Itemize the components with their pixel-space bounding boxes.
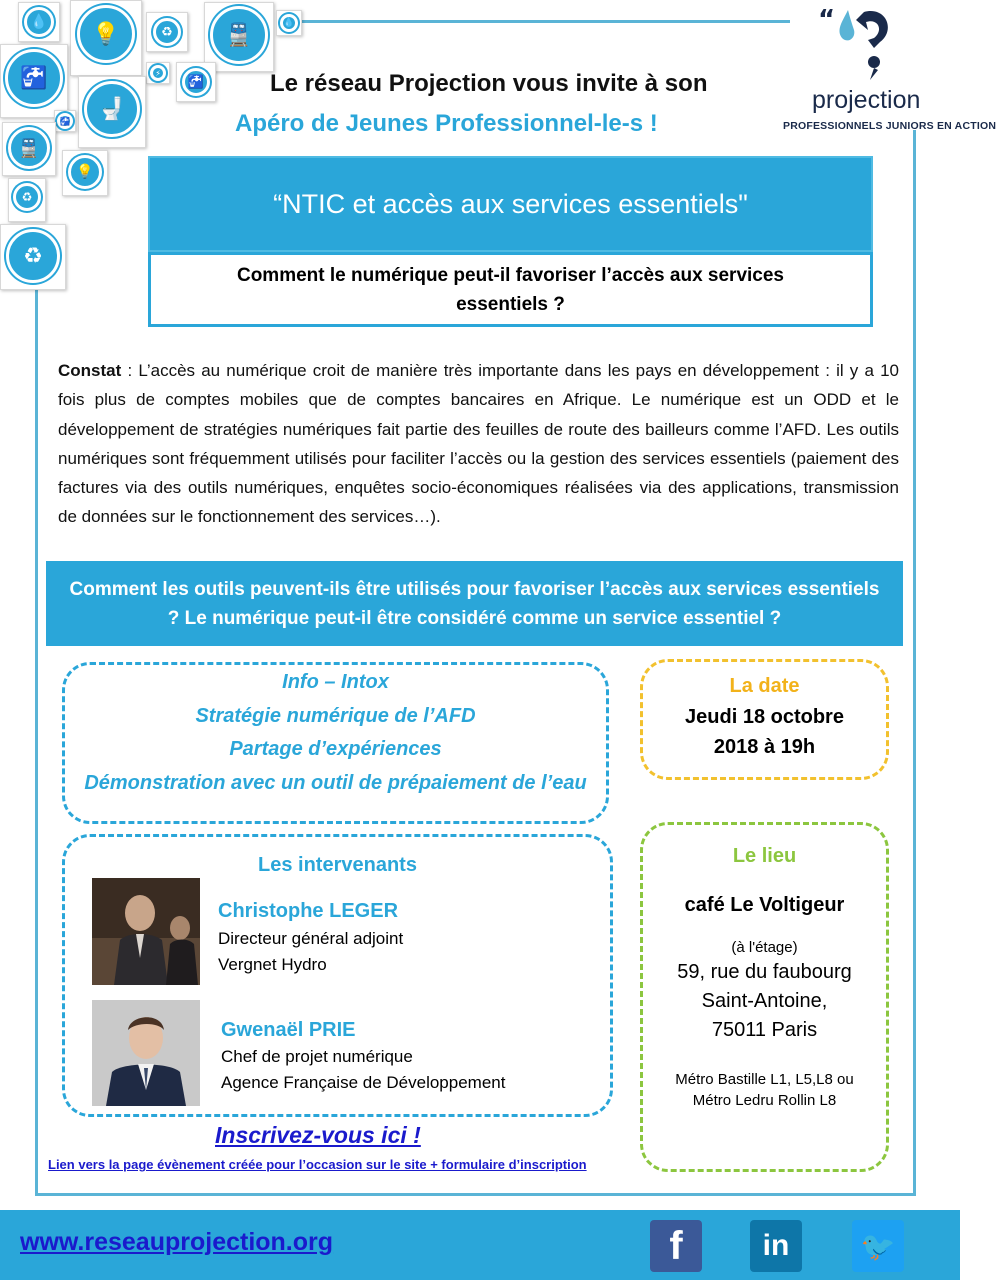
event-subtitle: Comment le numérique peut-il favoriser l’accès aux services essentiels ?: [236, 264, 784, 315]
venue-name: café Le Voltigeur: [684, 894, 845, 916]
invite-heading: Le réseau Projection vous invite à son: [270, 70, 708, 97]
tap-icon: 🚰: [176, 62, 216, 102]
water-access-icon: 🚰: [0, 44, 68, 118]
constat-text: : L’accès au numérique croit de manière très importante dans les pays en développement : il y a 10 fois plus de comptes mobiles que de comptes bancaires en Afrique. Le numérique est un ODD et le développement de stratégies numériques fait partie des feuilles de route des bailleurs comme l’AFD. Les outils numériques sont fréquemment utilisés pour faciliter l’accès ou la gestion des services essentiels (paiement des factures via des outils numériques, enquêtes socio-économiques réalisées via des applications, transmission de données sur le fonctionnement des services…).: [58, 361, 899, 527]
speakers-heading: Les intervenants: [258, 854, 417, 876]
logo-tagline: PROFESSIONNELS JUNIORS EN ACTION: [783, 120, 996, 132]
frame-top-line: [300, 20, 790, 23]
program-box: [62, 662, 609, 824]
event-subtitle-box: [148, 252, 873, 327]
program-item: Info – Intox: [282, 671, 389, 693]
frame-bottom-line: [35, 1193, 916, 1196]
waste-management-icon: ♻: [0, 224, 66, 290]
projection-logo: [790, 0, 960, 140]
event-title-banner: [148, 156, 873, 252]
mobility-train-icon: 🚆: [204, 2, 274, 72]
time-line: 2018 à 19h: [713, 736, 816, 758]
footer-bar: [0, 1210, 960, 1280]
speaker-name: Christophe LEGER: [218, 900, 399, 922]
date-line: Jeudi 18 octobre: [685, 706, 844, 728]
water-drop-icon: 💧: [18, 2, 60, 42]
question-banner: [46, 561, 903, 646]
venue-floor: (à l'étage): [731, 939, 798, 956]
program-item: Partage d’expériences: [229, 738, 442, 760]
constat-label: Constat: [58, 361, 122, 380]
speaker-org: Agence Française de Développement: [221, 1073, 506, 1092]
venue-address-line: Saint-Antoine,: [701, 990, 828, 1012]
speaker-org: Vergnet Hydro: [218, 955, 327, 974]
venue-address-line: 59, rue du faubourg: [677, 961, 852, 983]
logo-wordmark: projection: [812, 86, 921, 114]
program-item: Stratégie numérique de l’AFD: [195, 705, 476, 727]
program-item: Démonstration avec un outil de prépaiement de l’eau: [84, 772, 587, 794]
date-heading: La date: [729, 675, 800, 697]
venue-metro: Métro Bastille L1, L5,L8 ou: [675, 1071, 854, 1088]
venue-box: [640, 822, 889, 1172]
constat-paragraph: [58, 356, 899, 532]
sanitation-icon: 🚽: [78, 76, 146, 148]
energy-bulb-icon: 💡: [62, 150, 108, 196]
energy-icon: 💡: [70, 0, 142, 76]
frame-left-line: [35, 290, 38, 1195]
speakers-box: [62, 834, 613, 1117]
linkedin-icon[interactable]: in: [750, 1220, 802, 1272]
speaker-role: Directeur général adjoint: [218, 929, 404, 948]
venue-address-line: 75011 Paris: [711, 1019, 818, 1041]
energy-small-icon: ⚡: [146, 62, 170, 84]
twitter-icon[interactable]: 🐦: [852, 1220, 904, 1272]
svg-text:“: “: [818, 5, 836, 35]
recycle-icon: ♻: [146, 12, 188, 52]
event-name-heading: Apéro de Jeunes Professionnel-le-s !: [235, 110, 658, 137]
speaker-name: Gwenaël PRIE: [221, 1019, 356, 1041]
venue-metro: Métro Ledru Rollin L8: [692, 1092, 837, 1109]
speaker-role: Chef de projet numérique: [221, 1047, 413, 1066]
date-box: [640, 659, 889, 780]
venue-heading: Le lieu: [732, 845, 797, 867]
frame-right-line: [913, 130, 916, 1195]
question-text: Comment les outils peuvent-ils être utilisés pour favoriser l’accès aux services essentiels ? Le numérique peut-il être considéré comme un service essentiel ?: [69, 578, 880, 629]
mobility-icon: 🚆: [2, 122, 56, 176]
event-title: “NTIC et accès aux services essentiels": [273, 188, 748, 219]
waste-management-small-icon: ♻: [8, 178, 46, 222]
tap-small-icon: 🚰: [54, 110, 76, 132]
water-drop-small-icon: 💧: [276, 10, 302, 36]
event-page-link[interactable]: Lien vers la page évènement créée pour l’occasion sur le site + formulaire d’inscription: [48, 1157, 587, 1172]
facebook-icon[interactable]: f: [650, 1220, 702, 1272]
speaker-photo: [92, 878, 200, 985]
website-link[interactable]: www.reseauprojection.org: [20, 1228, 334, 1256]
speaker-photo: [92, 1000, 200, 1106]
register-link[interactable]: Inscrivez-vous ici !: [215, 1122, 421, 1148]
